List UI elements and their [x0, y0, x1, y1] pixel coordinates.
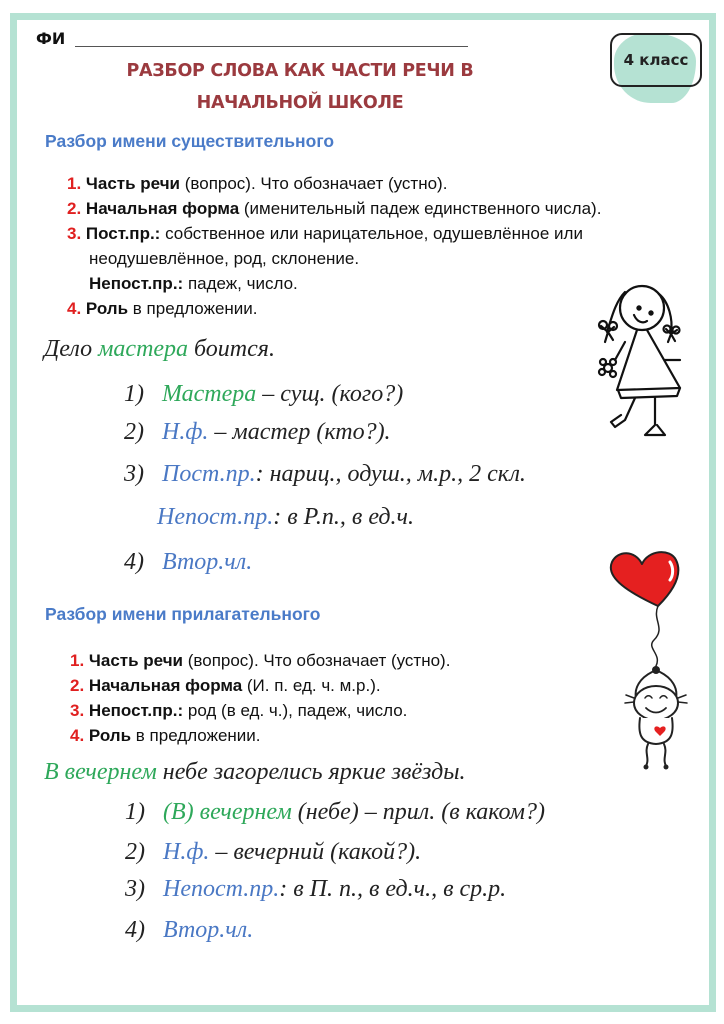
noun-step-1: 1) Мастера – сущ. (кого?)	[124, 381, 404, 407]
list-item: 4. Роль в предложении.	[67, 299, 258, 318]
adjective-step-4: 4) Втор.чл.	[125, 917, 254, 943]
adjective-rules-list	[70, 648, 450, 748]
noun-heading: Разбор имени существительного	[45, 131, 335, 151]
list-item: 1. Часть речи (вопрос). Что обозначает (устно).	[70, 651, 451, 670]
adjective-step-3: 3) Непост.пр.: в П. п., в ед.ч., в ср.р.	[125, 876, 507, 902]
grade-badge-label: 4 класс	[610, 33, 702, 87]
page-title	[80, 55, 520, 119]
title-line-2: НАЧАЛЬНОЙ ШКОЛЕ	[196, 93, 404, 113]
list-item: 3. Непост.пр.: род (в ед. ч.), падеж, число.	[70, 701, 408, 720]
girl-with-flowers-icon	[585, 280, 700, 440]
grade-badge	[604, 27, 704, 107]
adjective-heading: Разбор имени прилагательного	[45, 604, 321, 624]
list-item: 2. Начальная форма (И. п. ед. ч. м.р.).	[70, 676, 381, 695]
list-item: 1. Часть речи (вопрос). Что обозначает (устно).	[67, 174, 448, 193]
heart-balloon-kid-icon	[600, 548, 700, 773]
noun-step-2: 2) Н.ф. – мастер (кто?).	[124, 419, 391, 445]
list-item-continuation: неодушевлённое, род, склонение.	[89, 249, 360, 268]
noun-rules-list	[67, 171, 601, 321]
noun-step-3: 3) Пост.пр.: нариц., одуш., м.р., 2 скл.	[124, 461, 526, 487]
list-item: 2. Начальная форма (именительный падеж единственного числа).	[67, 199, 602, 218]
adjective-step-1: 1) (В) вечернем (небе) – прил. (в каком?)	[125, 799, 545, 825]
list-item: 4. Роль в предложении.	[70, 726, 261, 745]
noun-example-sentence: Дело мастера боится.	[44, 336, 275, 362]
list-item: 3. Пост.пр.: собственное или нарицательное, одушевлённое или	[67, 224, 583, 243]
title-line-1: РАЗБОР СЛОВА КАК ЧАСТИ РЕЧИ В	[126, 61, 474, 81]
list-item: Непост.пр.: падеж, число.	[89, 274, 298, 293]
adjective-example-sentence: В вечернем небе загорелись яркие звёзды.	[44, 759, 466, 785]
adjective-step-2: 2) Н.ф. – вечерний (какой?).	[125, 839, 422, 865]
noun-step-3b: Непост.пр.: в Р.п., в ед.ч.	[157, 504, 414, 530]
name-input-line[interactable]	[75, 46, 468, 47]
noun-step-4: 4) Втор.чл.	[124, 549, 253, 575]
fi-label: ФИ	[36, 29, 66, 48]
